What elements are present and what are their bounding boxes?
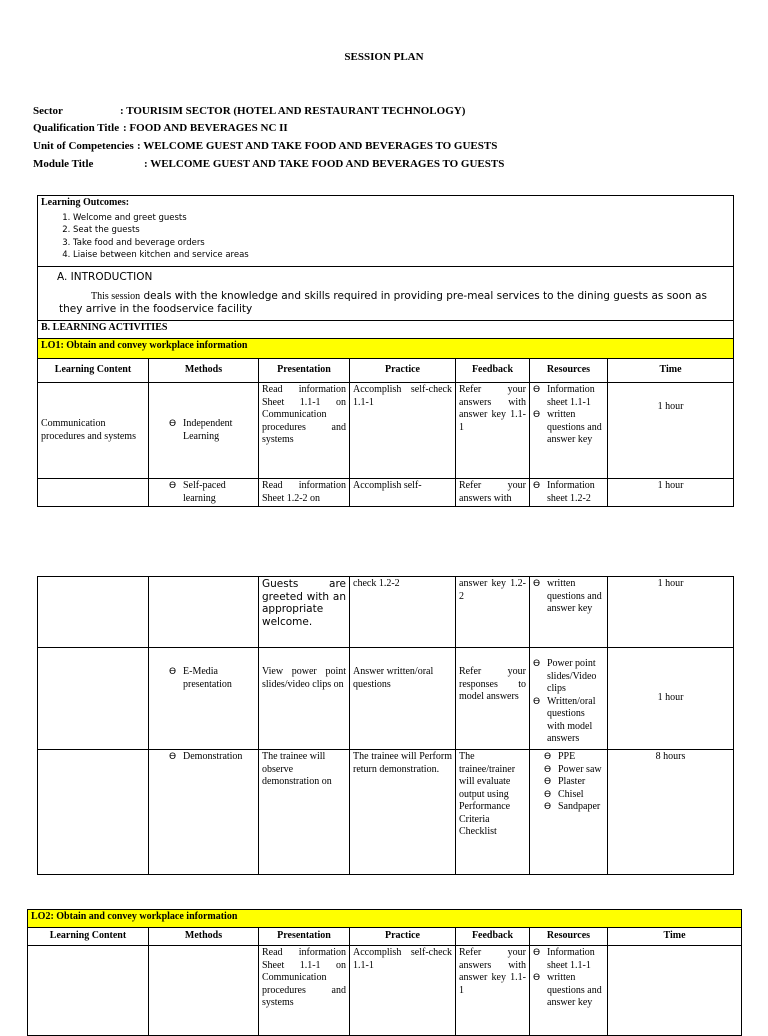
bullet-icon: Ɵ — [533, 410, 541, 420]
resource-item: Information sheet 1.1-1 — [547, 947, 595, 971]
practice-cell: check 1.2-2 — [350, 577, 456, 648]
feedback-cell: Refer your answers with answer key 1.1-1 — [456, 383, 530, 479]
introduction-cell — [38, 267, 734, 321]
presentation-cell: Read information Sheet 1.2-2 on — [259, 479, 350, 507]
practice-cell: The trainee will Perform return demonstration. — [350, 750, 456, 875]
table-row — [28, 946, 742, 1036]
table-row — [38, 648, 734, 750]
outcome-item: 4. Liaise between kitchen and service areas — [73, 249, 730, 262]
feedback-cell: Refer your answers with answer key 1.1-1 — [456, 946, 530, 1036]
resources-cell — [530, 750, 608, 875]
resource-item: PPE — [558, 751, 576, 762]
table-row — [38, 479, 734, 507]
resource-item: Power point slides/Video clips — [547, 658, 597, 694]
bullet-icon: Ɵ — [544, 764, 552, 775]
unit-label: Unit of Competencies — [33, 140, 134, 152]
resource-item: Information sheet 1.2-2 — [547, 480, 595, 504]
module-value: : WELCOME GUEST AND TAKE FOOD AND BEVERAGES TO GUESTS — [144, 158, 505, 170]
methods-cell — [149, 750, 259, 875]
table-row — [38, 383, 734, 479]
bullet-icon: Ɵ — [533, 579, 541, 589]
resources-cell — [530, 479, 608, 507]
method-item: Self-paced learning — [183, 480, 226, 504]
time-cell: 1 hour — [608, 383, 734, 479]
col-presentation: Presentation — [259, 359, 350, 383]
methods-cell — [149, 577, 259, 648]
bullet-icon: Ɵ — [169, 419, 177, 429]
col-learning-content: Learning Content — [38, 359, 149, 383]
bullet-icon: Ɵ — [544, 789, 552, 800]
method-item: Independent Learning — [183, 418, 233, 442]
col-resources: Resources — [530, 928, 608, 946]
col-presentation: Presentation — [259, 928, 350, 946]
methods-cell — [149, 946, 259, 1036]
learning-content-cell — [38, 479, 149, 507]
header-sector — [33, 105, 466, 117]
page-title: SESSION PLAN — [344, 51, 424, 63]
time-cell: 1 hour — [608, 479, 734, 507]
bullet-icon: Ɵ — [169, 752, 177, 762]
col-resources: Resources — [530, 359, 608, 383]
resources-cell — [530, 946, 608, 1036]
bullet-icon: Ɵ — [533, 948, 541, 958]
resource-item: Power saw — [558, 763, 602, 775]
learning-outcomes-cell — [38, 196, 734, 267]
resource-item: written questions and answer key — [547, 972, 602, 1008]
resource-item: written questions and answer key — [547, 578, 602, 614]
col-methods: Methods — [149, 359, 259, 383]
bullet-icon: Ɵ — [544, 777, 552, 787]
sector-label: Sector — [33, 105, 63, 117]
outcome-item: 2. Seat the guests — [73, 224, 730, 237]
introduction-lead: This session — [91, 290, 141, 302]
resources-cell — [530, 577, 608, 648]
col-learning-content: Learning Content — [28, 928, 149, 946]
bullet-icon: Ɵ — [533, 973, 541, 983]
header-unit — [33, 140, 498, 152]
col-practice: Practice — [350, 928, 456, 946]
unit-value: : WELCOME GUEST AND TAKE FOOD AND BEVERAGES TO GUESTS — [137, 140, 498, 152]
table-row — [38, 577, 734, 648]
table-row — [38, 750, 734, 875]
col-practice: Practice — [350, 359, 456, 383]
method-item: Demonstration — [183, 751, 243, 762]
qualification-value: : FOOD AND BEVERAGES NC II — [123, 122, 288, 134]
bullet-icon: Ɵ — [533, 659, 541, 669]
col-time: Time — [608, 359, 734, 383]
resource-item: written questions and answer key — [547, 409, 602, 445]
feedback-cell: Refer your answers with — [456, 479, 530, 507]
learning-outcomes-list — [41, 212, 730, 262]
module-label: Module Title — [33, 158, 94, 170]
presentation-cell: Read information Sheet 1.1-1 on Communication procedures and systems — [259, 383, 350, 479]
bullet-icon: Ɵ — [544, 802, 552, 812]
presentation-cell: The trainee will observe demonstration on — [259, 750, 350, 875]
learning-content-cell — [38, 750, 149, 875]
bullet-icon: Ɵ — [169, 481, 177, 491]
introduction-body: deals with the knowledge and skills required in providing pre-meal services to the dining guests as soon as they arrive in the foodservice facility — [59, 289, 707, 315]
learning-outcomes-heading: Learning Outcomes: — [41, 197, 130, 208]
sector-value: : TOURISIM SECTOR (HOTEL AND RESTAURANT TECHNOLOGY) — [120, 105, 466, 117]
introduction-heading: A. INTRODUCTION — [57, 271, 153, 283]
time-cell: 8 hours — [608, 750, 734, 875]
qualification-label: Qualification Title — [33, 122, 120, 134]
resources-cell — [530, 648, 608, 750]
learning-content-cell — [38, 648, 149, 750]
resource-item: Written/oral questions with model answers — [547, 695, 596, 744]
col-methods: Methods — [149, 928, 259, 946]
header-module — [33, 158, 505, 170]
introduction-text — [41, 290, 730, 316]
presentation-cell: Read information Sheet 1.1-1 on Communication procedures and systems — [259, 946, 350, 1036]
resource-item: Chisel — [558, 788, 584, 800]
practice-cell: Accomplish self- — [350, 479, 456, 507]
learning-content-cell — [28, 946, 149, 1036]
bullet-icon: Ɵ — [533, 385, 541, 395]
bullet-icon: Ɵ — [169, 667, 177, 677]
session-table-2 — [37, 576, 734, 875]
feedback-cell: answer key 1.2-2 — [456, 577, 530, 648]
learning-activities-heading: B. LEARNING ACTIVITIES — [38, 321, 734, 339]
outcome-item: 1. Welcome and greet guests — [73, 212, 730, 225]
time-cell: 1 hour — [608, 648, 734, 750]
time-cell: 1 hour — [608, 577, 734, 648]
presentation-cell: Guests are greeted with an appropriate welcome. — [259, 577, 350, 648]
outcome-item: 3. Take food and beverage orders — [73, 237, 730, 250]
header-qualification — [33, 122, 288, 134]
methods-cell — [149, 383, 259, 479]
presentation-cell: View power point slides/video clips on — [259, 648, 350, 750]
resource-item: Sandpaper — [558, 801, 601, 812]
session-table-1 — [37, 195, 734, 507]
resource-item: Information sheet 1.1-1 — [547, 384, 595, 408]
methods-cell — [149, 648, 259, 750]
learning-content-cell: Communication procedures and systems — [38, 383, 149, 479]
session-table-3 — [27, 909, 742, 1036]
bullet-icon: Ɵ — [544, 752, 552, 762]
methods-cell — [149, 479, 259, 507]
practice-cell: Answer written/oral questions — [350, 648, 456, 750]
feedback-cell: The trainee/trainer will evaluate output using Performance Criteria Checklist — [456, 750, 530, 875]
time-cell — [608, 946, 742, 1036]
learning-content-cell — [38, 577, 149, 648]
method-item: E-Media presentation — [183, 666, 232, 690]
lo2-heading: LO2: Obtain and convey workplace information — [28, 910, 742, 928]
col-time: Time — [608, 928, 742, 946]
resources-cell — [530, 383, 608, 479]
col-feedback: Feedback — [456, 359, 530, 383]
resource-item: Plaster — [558, 776, 586, 787]
bullet-icon: Ɵ — [533, 696, 541, 707]
feedback-cell: Refer your responses to model answers — [456, 648, 530, 750]
col-feedback: Feedback — [456, 928, 530, 946]
practice-cell: Accomplish self-check 1.1-1 — [350, 383, 456, 479]
practice-cell: Accomplish self-check 1.1-1 — [350, 946, 456, 1036]
bullet-icon: Ɵ — [533, 481, 541, 491]
lo1-heading: LO1: Obtain and convey workplace information — [38, 339, 734, 359]
